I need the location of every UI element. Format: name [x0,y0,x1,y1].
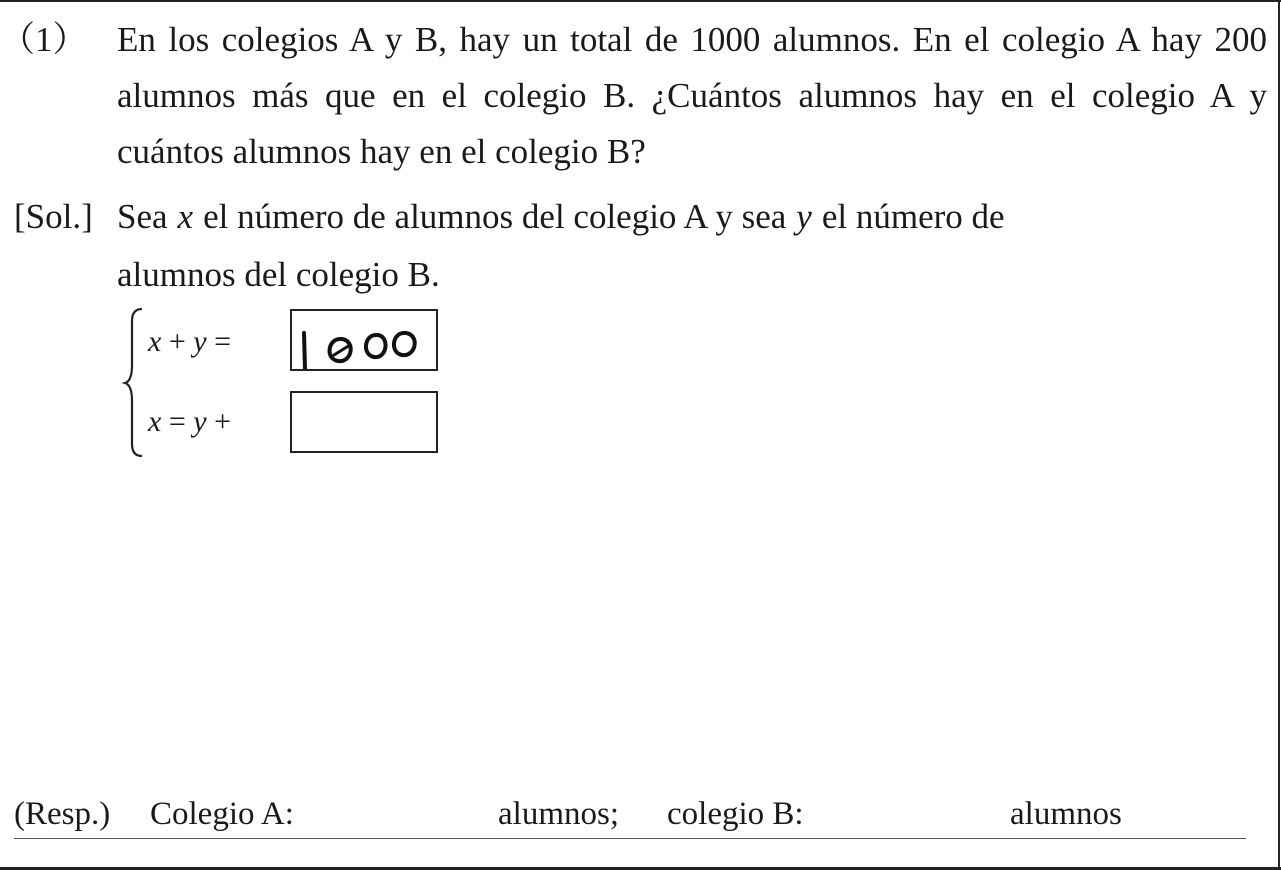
equation-system [122,305,452,460]
equation-2 [148,405,231,439]
eq2-answer-box[interactable] [290,391,438,453]
eq2-y: y [193,405,207,438]
solution-text-sea: Sea [117,197,168,236]
handwritten-1000 [292,311,436,369]
answer-underline [14,838,1246,839]
solution-text [117,188,1267,304]
frame-right-border [1278,0,1280,870]
eq1-x: x [148,325,162,358]
eq2-plus: + [214,405,231,438]
answer-label: (Resp.) [14,796,111,832]
equation-1 [148,325,231,359]
eq1-plus: + [168,325,186,358]
eq1-equals: = [214,325,231,358]
eq2-equals: = [168,405,186,438]
problem-text: En los colegios A y B, hay un total de 1000 alumnos. En el colegio A hay 200 alumnos más que en el colegio B. ¿Cuántos alumnos hay en el colegio A y cuántos alumnos hay en el colegio B? [117,20,1267,171]
answer-school-b: colegio B: [667,796,804,832]
eq1-y: y [193,325,207,358]
answer-school-a: Colegio A: [150,796,294,832]
solution-line-1 [117,188,1267,246]
answer-unit-a: alumnos; [498,796,619,832]
eq1-answer-box[interactable] [290,309,438,371]
variable-x: x [177,197,194,236]
solution-line-2: alumnos del colegio B. [117,255,440,294]
eq2-x: x [148,405,162,438]
solution-label: [Sol.] [14,197,93,236]
answer-unit-b: alumnos [1010,796,1122,832]
left-brace-icon [122,305,146,460]
variable-y: y [796,197,812,236]
solution-text-middle: el número de alumnos del colegio A y sea [203,197,787,236]
solution-text-end: el número de [821,197,1005,236]
frame-top-border [0,0,1281,2]
problem-number: （1） [0,20,88,59]
